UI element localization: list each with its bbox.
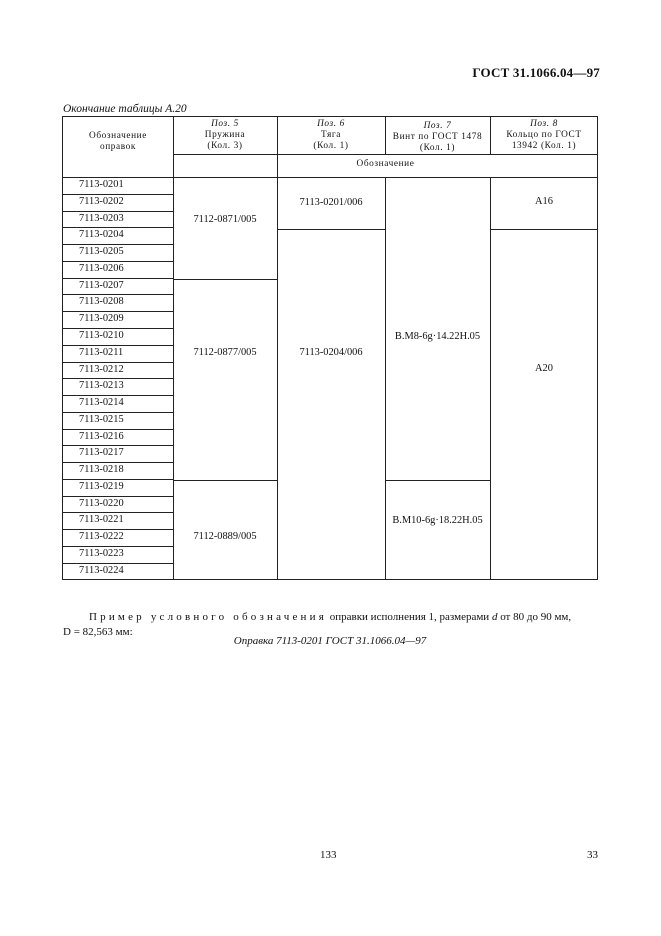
table-row-designation: 7113-0223 <box>79 547 124 559</box>
table-row-designation: 7113-0213 <box>79 380 124 392</box>
spring-value: 7112-0889/005 <box>193 531 257 542</box>
ring-value: А16 <box>535 196 553 207</box>
table-row-designation: 7113-0219 <box>79 480 124 492</box>
header-designation: Обозначение оправок <box>89 131 147 152</box>
table-row-designation: 7113-0205 <box>79 246 124 258</box>
screw-value: В.М8-6g·14.22Н.05 <box>394 331 481 342</box>
table-row-designation: 7113-0215 <box>79 413 124 425</box>
header-pos6: Поз. 6 Тяга (Кол. 1) <box>313 119 349 151</box>
table-row-designation: 7113-0206 <box>79 262 124 274</box>
header-pos5: Поз. 5 Пружина (Кол. 3) <box>204 119 246 151</box>
table-row-designation: 7113-0208 <box>79 296 124 308</box>
document-header: ГОСТ 31.1066.04—97 <box>472 65 600 80</box>
example-designation: Оправка 7113-0201 ГОСТ 31.1066.04—97 <box>233 635 427 647</box>
table-row-designation: 7113-0216 <box>79 430 124 442</box>
table-row-designation: 7113-0211 <box>79 346 124 358</box>
table-caption: Окончание таблицы А.20 <box>63 103 187 115</box>
example-paragraph: Пример условного обозначения оправки исполнения 1, размерами d от 80 до 90 мм, D = 82,563 мм: <box>63 611 572 638</box>
table-row-designation: 7113-0214 <box>79 397 124 408</box>
header-pos8: Поз. 8 Кольцо по ГОСТ 13942 (Кол. 1) <box>506 119 582 151</box>
subheader-designation: Обозначение <box>356 159 415 169</box>
table-row-designation: 7113-0221 <box>79 514 124 526</box>
table-row-designation: 7113-0209 <box>79 313 124 325</box>
data-table <box>62 116 598 580</box>
table-row-designation: 7113-0218 <box>79 464 124 476</box>
table-row-designation: 7113-0207 <box>79 279 124 291</box>
table-row-designation: 7113-0220 <box>79 497 124 509</box>
rod-value: 7113-0204/006 <box>299 347 363 358</box>
screw-value: В.М10-6g·18.22Н.05 <box>392 515 483 526</box>
table-row-designation: 7113-0212 <box>79 363 124 375</box>
rod-value: 7113-0201/006 <box>299 197 363 208</box>
spring-value: 7112-0871/005 <box>193 214 257 225</box>
table-row-designation: 7113-0224 <box>79 564 124 576</box>
page-number-center: 133 <box>320 849 337 861</box>
table-row-designation: 7113-0222 <box>79 531 124 543</box>
table-row-designation: 7113-0217 <box>79 447 124 459</box>
page-number-right: 33 <box>587 849 598 861</box>
table-row-designation: 7113-0204 <box>79 229 124 241</box>
ring-value: А20 <box>535 363 553 374</box>
table-row-designation: 7113-0210 <box>79 329 124 341</box>
spring-value: 7112-0877/005 <box>193 347 257 358</box>
table-row-designation: 7113-0201 <box>79 179 124 190</box>
table-row-designation: 7113-0203 <box>79 212 124 224</box>
table-row-designation: 7113-0202 <box>79 195 124 207</box>
header-pos7: Поз. 7 Винт по ГОСТ 1478 (Кол. 1) <box>392 121 483 153</box>
